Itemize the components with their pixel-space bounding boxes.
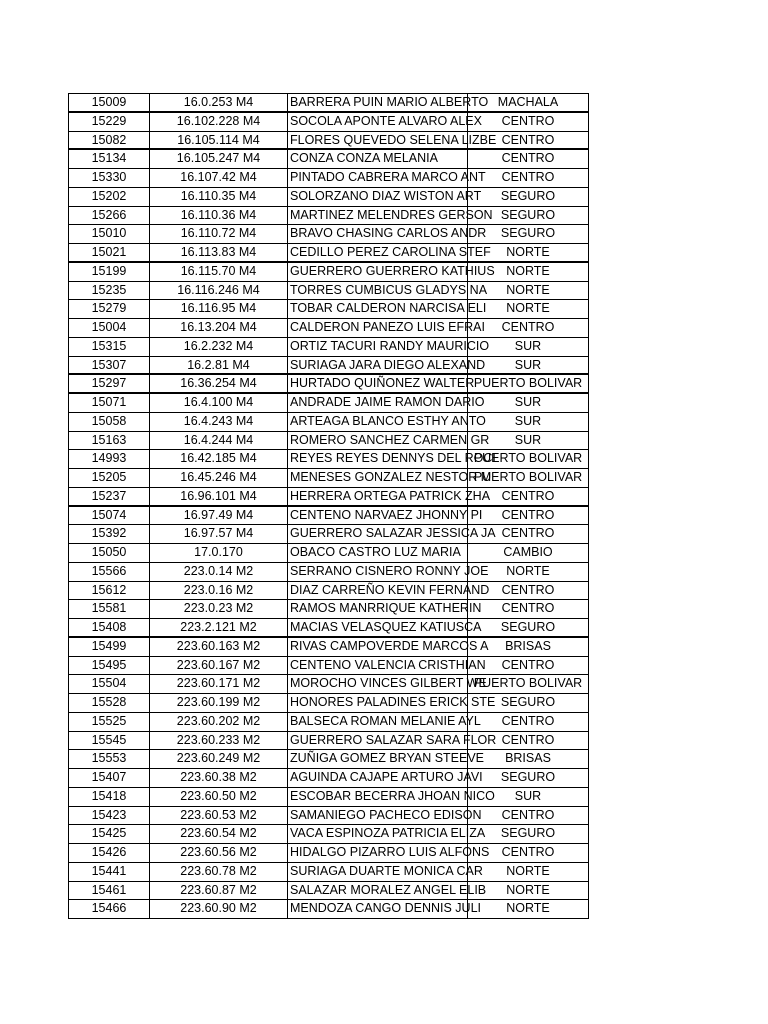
cell-reference: 16.4.100 M4	[150, 394, 288, 412]
cell-name: VACA ESPINOZA PATRICIA ELIZA	[288, 825, 468, 843]
cell-zone: CENTRO	[468, 600, 589, 618]
cell-name: TOBAR CALDERON NARCISA ELI	[288, 300, 468, 318]
cell-zone: NORTE	[468, 900, 589, 918]
table-row	[69, 132, 589, 151]
table-row	[69, 825, 589, 844]
cell-zone: CENTRO	[468, 844, 589, 862]
cell-name: BRAVO CHASING CARLOS ANDR	[288, 225, 468, 243]
table-row	[69, 544, 589, 563]
cell-reference: 223.60.56 M2	[150, 844, 288, 862]
cell-reference: 17.0.170	[150, 544, 288, 562]
cell-reference: 223.60.167 M2	[150, 657, 288, 675]
cell-code: 15235	[69, 282, 150, 300]
table-row	[69, 450, 589, 469]
cell-zone: CENTRO	[468, 169, 589, 187]
cell-name: HERRERA ORTEGA PATRICK ZHA	[290, 488, 491, 503]
cell-name: HONORES PALADINES ERICK STE	[288, 694, 468, 712]
cell-code: 15423	[69, 807, 150, 825]
cell-name: CENTENO VALENCIA CRISTHIAN	[288, 657, 468, 675]
cell-name: SURIAGA JARA DIEGO ALEXAND	[290, 357, 486, 372]
cell-reference: 223.2.121 M2	[150, 619, 288, 636]
cell-zone: SUR	[468, 413, 589, 431]
table-row	[69, 244, 589, 263]
cell-reference: 16.110.35 M4	[150, 188, 288, 206]
cell-reference: 16.45.246 M4	[150, 469, 288, 487]
cell-zone: NORTE	[468, 563, 589, 581]
cell-code: 15499	[69, 638, 150, 656]
cell-code: 15229	[69, 113, 150, 131]
cell-code: 15330	[69, 169, 150, 187]
cell-name: MENDOZA CANGO DENNIS JULI	[288, 900, 468, 918]
table-row	[69, 525, 589, 544]
table-row	[69, 338, 589, 357]
table-row	[69, 769, 589, 788]
cell-code: 15612	[69, 582, 150, 600]
cell-code: 15297	[69, 375, 150, 392]
cell-reference: 16.107.42 M4	[150, 169, 288, 187]
table-row	[69, 432, 589, 451]
cell-name: CONZA CONZA MELANIA	[288, 150, 468, 168]
cell-name: MARTINEZ MELENDRES GERSON	[288, 207, 468, 225]
table-row	[69, 225, 589, 244]
table-row	[69, 507, 589, 526]
cell-name: SOCOLA APONTE ALVARO ALEX	[288, 113, 468, 131]
cell-code: 15418	[69, 788, 150, 806]
cell-zone: CENTRO	[468, 732, 589, 750]
cell-code: 15266	[69, 207, 150, 225]
cell-code: 15315	[69, 338, 150, 356]
table-row	[69, 207, 589, 226]
cell-code: 15082	[69, 132, 150, 149]
cell-code: 15074	[69, 507, 150, 525]
cell-reference: 16.116.246 M4	[150, 282, 288, 300]
table-row	[69, 413, 589, 432]
cell-name: SURIAGA DUARTE MONICA CAR	[288, 863, 468, 881]
cell-code: 15279	[69, 300, 150, 318]
cell-zone: NORTE	[468, 882, 589, 900]
cell-zone: CAMBIO	[468, 544, 589, 562]
cell-code: 15004	[69, 319, 150, 337]
table-row	[69, 94, 589, 113]
table-row	[69, 169, 589, 188]
table-row	[69, 844, 589, 863]
cell-code: 15237	[69, 488, 150, 505]
spreadsheet-table	[68, 93, 589, 919]
cell-name: REYES REYES DENNYS DEL ROCI	[288, 450, 468, 468]
cell-name: ORTIZ TACURI RANDY MAURICIO	[288, 338, 468, 356]
cell-zone: NORTE	[468, 863, 589, 881]
cell-name: ARTEAGA BLANCO ESTHY ANTO	[288, 413, 468, 431]
cell-name: TORRES CUMBICUS GLADYS NA	[288, 282, 468, 300]
cell-code: 14993	[69, 450, 150, 468]
cell-code: 15495	[69, 657, 150, 675]
cell-name: HURTADO QUIÑONEZ WALTER	[290, 376, 475, 391]
cell-reference: 16.115.70 M4	[150, 263, 288, 281]
cell-code: 15581	[69, 600, 150, 618]
cell-code: 15134	[69, 150, 150, 168]
table-row	[69, 113, 589, 132]
table-row	[69, 263, 589, 282]
cell-code: 15425	[69, 825, 150, 843]
cell-zone: PUERTO BOLIVAR	[468, 450, 589, 468]
cell-reference: 16.4.244 M4	[150, 432, 288, 450]
table-row	[69, 394, 589, 413]
table-row	[69, 675, 589, 694]
cell-reference: 223.0.14 M2	[150, 563, 288, 581]
cell-name: RIVAS CAMPOVERDE MARCOS A	[288, 638, 468, 656]
table-row	[69, 638, 589, 657]
cell-reference: 16.36.254 M4	[150, 375, 288, 392]
cell-zone: SUR	[468, 394, 589, 412]
cell-zone: NORTE	[468, 244, 589, 261]
cell-zone: NORTE	[468, 263, 589, 281]
cell-name: HIDALGO PIZARRO LUIS ALFONS	[288, 844, 468, 862]
cell-reference: 223.60.249 M2	[150, 750, 288, 768]
cell-code: 15205	[69, 469, 150, 487]
cell-zone: CENTRO	[468, 713, 589, 731]
cell-reference: 16.110.36 M4	[150, 207, 288, 225]
cell-zone: CENTRO	[468, 132, 589, 149]
cell-reference: 223.60.90 M2	[150, 900, 288, 918]
cell-zone: CENTRO	[468, 319, 589, 337]
table-row	[69, 732, 589, 751]
cell-name: BARRERA PUIN MARIO ALBERTO	[290, 95, 489, 109]
cell-name: ZUÑIGA GOMEZ BRYAN STEEVE	[288, 750, 468, 768]
cell-code: 15050	[69, 544, 150, 562]
cell-code: 15392	[69, 525, 150, 543]
cell-zone: NORTE	[468, 300, 589, 318]
cell-code: 15071	[69, 394, 150, 412]
table-row	[69, 619, 589, 638]
cell-code: 15466	[69, 900, 150, 918]
cell-name: PINTADO CABRERA MARCO ANT	[288, 169, 468, 187]
table-row	[69, 300, 589, 319]
cell-code: 15058	[69, 413, 150, 431]
cell-name: OBACO CASTRO LUZ MARIA	[288, 544, 468, 562]
table-row	[69, 582, 589, 601]
cell-name: SALAZAR MORALEZ ANGEL ELIB	[288, 882, 468, 900]
cell-zone: SEGURO	[468, 188, 589, 206]
cell-reference: 16.42.185 M4	[150, 450, 288, 468]
cell-zone: PUERTO BOLIVAR	[468, 675, 589, 693]
cell-reference: 223.60.38 M2	[150, 769, 288, 787]
cell-zone: NORTE	[468, 282, 589, 300]
cell-name: SAMANIEGO PACHECO EDISON	[288, 807, 468, 825]
cell-zone: CENTRO	[468, 582, 589, 600]
cell-reference: 223.60.53 M2	[150, 807, 288, 825]
table-row	[69, 750, 589, 769]
cell-reference: 223.60.78 M2	[150, 863, 288, 881]
cell-name: ANDRADE JAIME RAMON DARIO	[288, 394, 468, 412]
cell-code: 15525	[69, 713, 150, 731]
cell-name: MACIAS VELASQUEZ KATIUSCA	[290, 620, 482, 634]
cell-name: ESCOBAR BECERRA JHOAN NICO	[288, 788, 468, 806]
cell-reference: 16.97.57 M4	[150, 525, 288, 543]
cell-reference: 223.60.87 M2	[150, 882, 288, 900]
cell-zone: CENTRO	[468, 807, 589, 825]
cell-name: GUERRERO GUERRERO KATHIUS	[288, 263, 468, 281]
cell-reference: 223.60.202 M2	[150, 713, 288, 731]
cell-reference: 16.2.81 M4	[150, 357, 288, 374]
cell-reference: 16.96.101 M4	[150, 488, 288, 505]
cell-name: AGUINDA CAJAPE ARTURO JAVI	[288, 769, 468, 787]
cell-reference: 16.0.253 M4	[150, 94, 288, 111]
cell-code: 15461	[69, 882, 150, 900]
cell-reference: 16.110.72 M4	[150, 225, 288, 243]
cell-code: 15426	[69, 844, 150, 862]
table-row	[69, 694, 589, 713]
cell-zone: PUERTO BOLIVAR	[468, 469, 589, 487]
cell-code: 15010	[69, 225, 150, 243]
cell-reference: 16.113.83 M4	[150, 244, 288, 261]
cell-reference: 16.116.95 M4	[150, 300, 288, 318]
cell-name: CEDILLO PEREZ CAROLINA STEF	[290, 245, 491, 259]
cell-name: SERRANO CISNERO RONNY JOE	[288, 563, 468, 581]
cell-zone: CENTRO	[468, 525, 589, 543]
table-row	[69, 150, 589, 169]
cell-reference: 16.4.243 M4	[150, 413, 288, 431]
table-row	[69, 282, 589, 301]
cell-code: 15408	[69, 619, 150, 636]
cell-zone: CENTRO	[468, 507, 589, 525]
cell-reference: 223.60.50 M2	[150, 788, 288, 806]
cell-reference: 223.0.16 M2	[150, 582, 288, 600]
cell-reference: 16.13.204 M4	[150, 319, 288, 337]
table-row	[69, 188, 589, 207]
cell-zone: CENTRO	[468, 657, 589, 675]
table-row	[69, 469, 589, 488]
table-row	[69, 357, 589, 376]
cell-zone: PUERTO BOLIVAR	[468, 375, 589, 392]
cell-reference: 223.60.171 M2	[150, 675, 288, 693]
cell-zone: SEGURO	[468, 619, 589, 636]
cell-name: ROMERO SANCHEZ CARMEN GR	[288, 432, 468, 450]
table-row	[69, 600, 589, 619]
cell-name: GUERRERO SALAZAR SARA FLOR	[288, 732, 468, 750]
cell-reference: 16.102.228 M4	[150, 113, 288, 131]
cell-reference: 223.60.199 M2	[150, 694, 288, 712]
cell-name: MENESES GONZALEZ NESTOR M	[288, 469, 468, 487]
cell-zone: MACHALA	[468, 94, 589, 111]
cell-zone: SUR	[468, 338, 589, 356]
cell-reference: 223.0.23 M2	[150, 600, 288, 618]
cell-code: 15553	[69, 750, 150, 768]
table-row	[69, 319, 589, 338]
cell-reference: 223.60.233 M2	[150, 732, 288, 750]
cell-reference: 16.105.114 M4	[150, 132, 288, 149]
cell-name: CENTENO NARVAEZ JHONNY PI	[288, 507, 468, 525]
cell-name: DIAZ CARREÑO KEVIN FERNAND	[288, 582, 468, 600]
cell-code: 15199	[69, 263, 150, 281]
table-row	[69, 713, 589, 732]
cell-code: 15307	[69, 357, 150, 374]
cell-code: 15163	[69, 432, 150, 450]
cell-code: 15009	[69, 94, 150, 111]
cell-reference: 16.97.49 M4	[150, 507, 288, 525]
cell-zone: CENTRO	[468, 150, 589, 168]
cell-zone: SEGURO	[468, 225, 589, 243]
cell-reference: 223.60.54 M2	[150, 825, 288, 843]
cell-reference: 16.105.247 M4	[150, 150, 288, 168]
cell-name: CALDERON PANEZO LUIS EFRAI	[288, 319, 468, 337]
cell-zone: CENTRO	[468, 113, 589, 131]
cell-zone: BRISAS	[468, 638, 589, 656]
cell-name: FLORES QUEVEDO SELENA LIZBE	[290, 132, 497, 147]
cell-name: BALSECA ROMAN MELANIE AYL	[288, 713, 468, 731]
cell-code: 15021	[69, 244, 150, 261]
cell-reference: 223.60.163 M2	[150, 638, 288, 656]
cell-zone: BRISAS	[468, 750, 589, 768]
table-row	[69, 807, 589, 826]
cell-reference: 16.2.232 M4	[150, 338, 288, 356]
table-row	[69, 563, 589, 582]
table-row	[69, 788, 589, 807]
table-row	[69, 863, 589, 882]
cell-zone: SEGURO	[468, 825, 589, 843]
cell-zone: CENTRO	[468, 488, 589, 505]
cell-zone: SUR	[468, 357, 589, 374]
cell-code: 15545	[69, 732, 150, 750]
cell-name: RAMOS MANRRIQUE KATHERIN	[288, 600, 468, 618]
cell-code: 15504	[69, 675, 150, 693]
table-row	[69, 375, 589, 394]
table-row	[69, 900, 589, 919]
table-row	[69, 488, 589, 507]
cell-code: 15528	[69, 694, 150, 712]
cell-zone: SEGURO	[468, 207, 589, 225]
cell-name: GUERRERO SALAZAR JESSICA JA	[288, 525, 468, 543]
table-row	[69, 657, 589, 676]
cell-code: 15202	[69, 188, 150, 206]
cell-zone: SUR	[468, 432, 589, 450]
cell-zone: SEGURO	[468, 694, 589, 712]
table-row	[69, 882, 589, 901]
cell-zone: SEGURO	[468, 769, 589, 787]
cell-zone: SUR	[468, 788, 589, 806]
cell-code: 15441	[69, 863, 150, 881]
cell-code: 15407	[69, 769, 150, 787]
cell-code: 15566	[69, 563, 150, 581]
cell-name: MOROCHO VINCES GILBERT WE	[288, 675, 468, 693]
cell-name: SOLORZANO DIAZ WISTON ART	[288, 188, 468, 206]
